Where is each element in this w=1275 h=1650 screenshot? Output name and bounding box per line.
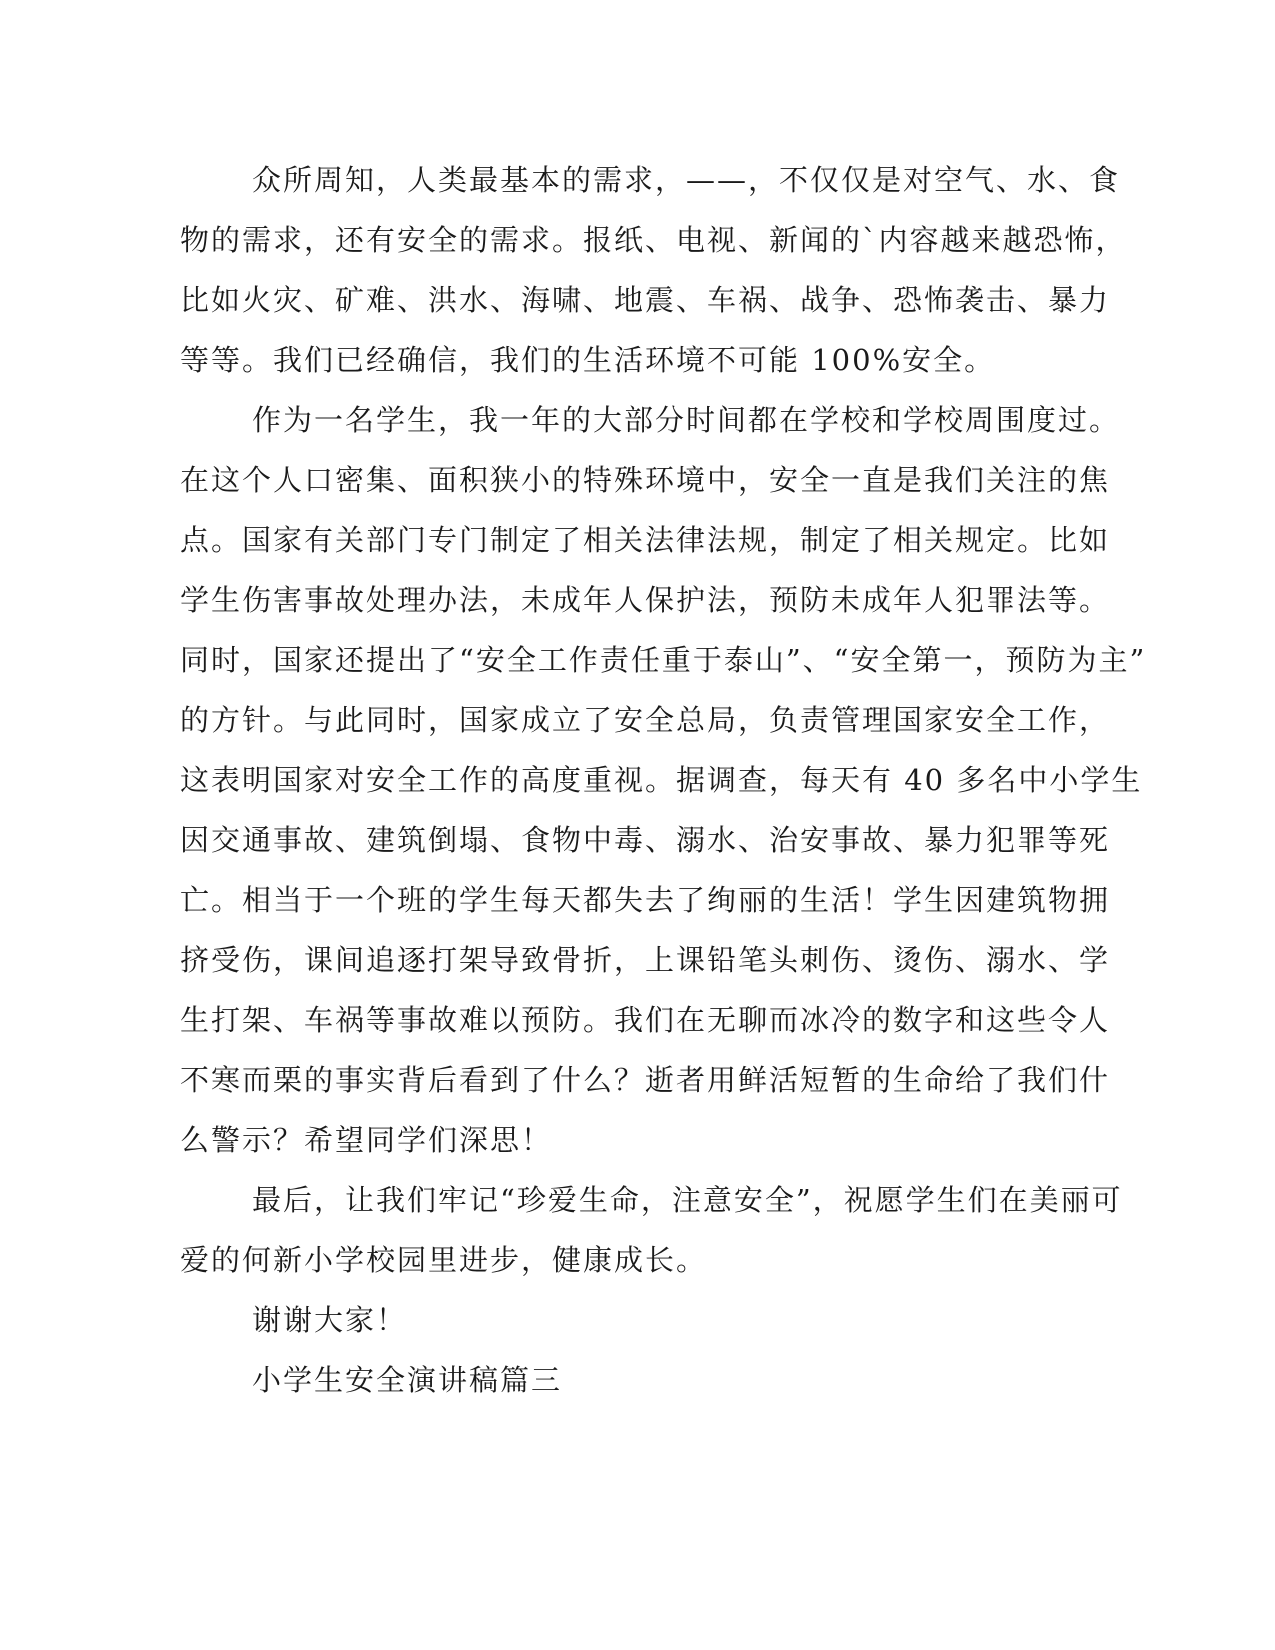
text-line: 在这个人口密集、面积狭小的特殊环境中，安全一直是我们关注的焦 [180, 463, 1111, 497]
text-line: 最后，让我们牢记“珍爱生命，注意安全”，祝愿学生们在美丽可 [252, 1183, 1123, 1217]
text-line: 挤受伤，课间追逐打架导致骨折，上课铅笔头刺伤、烫伤、溺水、学 [180, 943, 1111, 977]
closing-remark: 谢谢大家！ [252, 1303, 408, 1337]
text-line: 作为一名学生，我一年的大部分时间都在学校和学校周围度过。 [252, 403, 1121, 437]
text-line: 比如火灾、矿难、洪水、海啸、地震、车祸、战争、恐怖袭击、暴力 [180, 283, 1111, 317]
text-line: 等等。我们已经确信，我们的生活环境不可能 100%安全。 [180, 343, 996, 377]
text-line: 亡。相当于一个班的学生每天都失去了绚丽的生活！学生因建筑物拥 [180, 883, 1111, 917]
section-heading: 小学生安全演讲稿篇三 [252, 1363, 563, 1397]
text-line: 点。国家有关部门专门制定了相关法律法规，制定了相关规定。比如 [180, 523, 1111, 557]
text-line: 同时，国家还提出了“安全工作责任重于泰山”、“安全第一，预防为主” [180, 643, 1147, 677]
document-page [180, 150, 1147, 1410]
paragraph-3 [180, 1170, 1123, 1290]
text-line: 么警示？希望同学们深思！ [180, 1123, 553, 1157]
text-line: 爱的何新小学校园里进步，健康成长。 [180, 1243, 708, 1277]
text-line: 生打架、车祸等事故难以预防。我们在无聊而冰冷的数字和这些令人 [180, 1003, 1111, 1037]
text-line: 因交通事故、建筑倒塌、食物中毒、溺水、治安事故、暴力犯罪等死 [180, 823, 1111, 857]
text-line: 这表明国家对安全工作的高度重视。据调查，每天有 40 多名中小学生 [180, 763, 1143, 797]
text-line: 物的需求，还有安全的需求。报纸、电视、新闻的`内容越来越恐怖， [180, 223, 1127, 257]
text-line: 学生伤害事故处理办法，未成年人保护法，预防未成年人犯罪法等。 [180, 583, 1111, 617]
text-line: 的方针。与此同时，国家成立了安全总局，负责管理国家安全工作， [180, 703, 1111, 737]
text-line: 不寒而栗的事实背后看到了什么？逝者用鲜活短暂的生命给了我们什 [180, 1063, 1111, 1097]
text-line: 众所周知，人类最基本的需求，——，不仅仅是对空气、水、食 [252, 163, 1121, 197]
paragraph-2 [180, 390, 1147, 1170]
paragraph-1 [180, 150, 1127, 390]
